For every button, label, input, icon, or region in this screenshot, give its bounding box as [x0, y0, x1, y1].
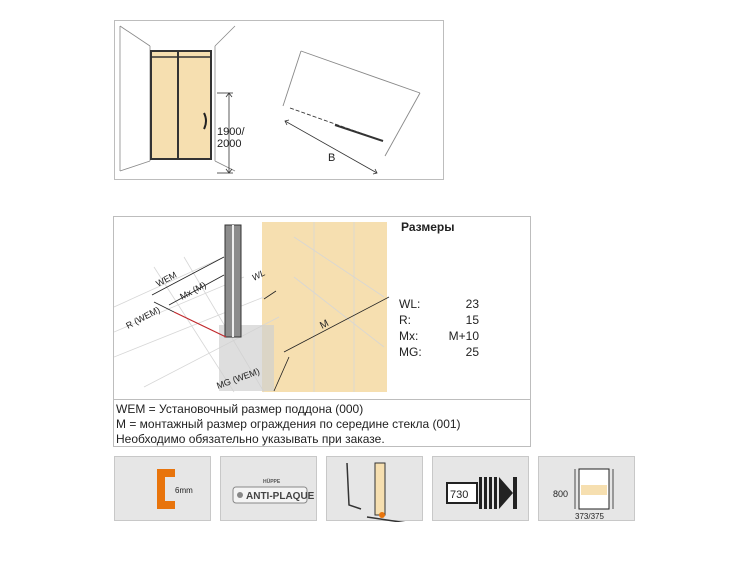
overview-drawing	[115, 21, 445, 181]
notes-divider	[114, 399, 530, 400]
r-label: R (WEM)	[124, 304, 162, 331]
tray-size-label: 373/375	[575, 512, 604, 521]
m-label: M	[318, 318, 331, 332]
plan-view	[283, 51, 420, 156]
size-label: WL:	[399, 297, 421, 311]
tray-height-label: 800	[553, 489, 569, 499]
tile-tray-size	[538, 456, 635, 521]
installation-drawing	[114, 217, 394, 399]
entry-width-icon	[433, 457, 530, 522]
dimensions-panel	[113, 216, 531, 447]
mx-label: Mx (M)	[178, 279, 208, 302]
entry-width-value: 730	[450, 489, 469, 501]
note-m: M = монтажный размер ограждения по середине стекла (001)	[116, 417, 461, 431]
shower-tray-area	[262, 222, 387, 392]
wl-label: WL	[250, 267, 267, 283]
overview-panel	[114, 20, 444, 180]
glass-thickness-icon	[115, 457, 212, 522]
size-value: 23	[465, 297, 479, 311]
size-row-mg	[399, 345, 499, 361]
width-dimension	[285, 120, 377, 174]
tile-sealing-profile	[326, 456, 423, 521]
size-row-wl	[399, 297, 499, 313]
width-label: B	[328, 152, 336, 164]
size-row-mx	[399, 329, 499, 345]
coating-brand: HÜPPE	[263, 479, 281, 485]
glass-thickness-label: 6mm	[175, 486, 193, 495]
size-label: MG:	[399, 345, 422, 359]
sizes-heading: Размеры	[401, 220, 455, 234]
size-row-r	[399, 313, 499, 329]
note-required: Необходимо обязательно указывать при заказе.	[116, 432, 385, 446]
tile-glass-thickness	[114, 456, 211, 521]
size-value: 25	[465, 345, 479, 359]
size-value: 15	[465, 313, 479, 327]
size-label: R:	[399, 313, 411, 327]
coating-label: ANTI-PLAQUE	[246, 491, 315, 502]
sliding-door-elevation	[151, 51, 211, 159]
size-value: M+10	[448, 329, 479, 343]
note-wem: WEM = Установочный размер поддона (000)	[116, 402, 364, 416]
size-label: Mx:	[399, 329, 419, 343]
tray-size-icon	[539, 457, 636, 522]
height-label-line1: 1900/	[217, 126, 245, 138]
mg-label: MG (WEM)	[215, 366, 261, 391]
anti-plaque-icon	[221, 457, 318, 522]
tile-entry-width	[432, 456, 529, 521]
tile-anti-plaque	[220, 456, 317, 521]
height-label-line2: 2000	[217, 138, 242, 150]
sealing-profile-icon	[327, 457, 424, 522]
wem-label: WEM	[154, 269, 179, 289]
